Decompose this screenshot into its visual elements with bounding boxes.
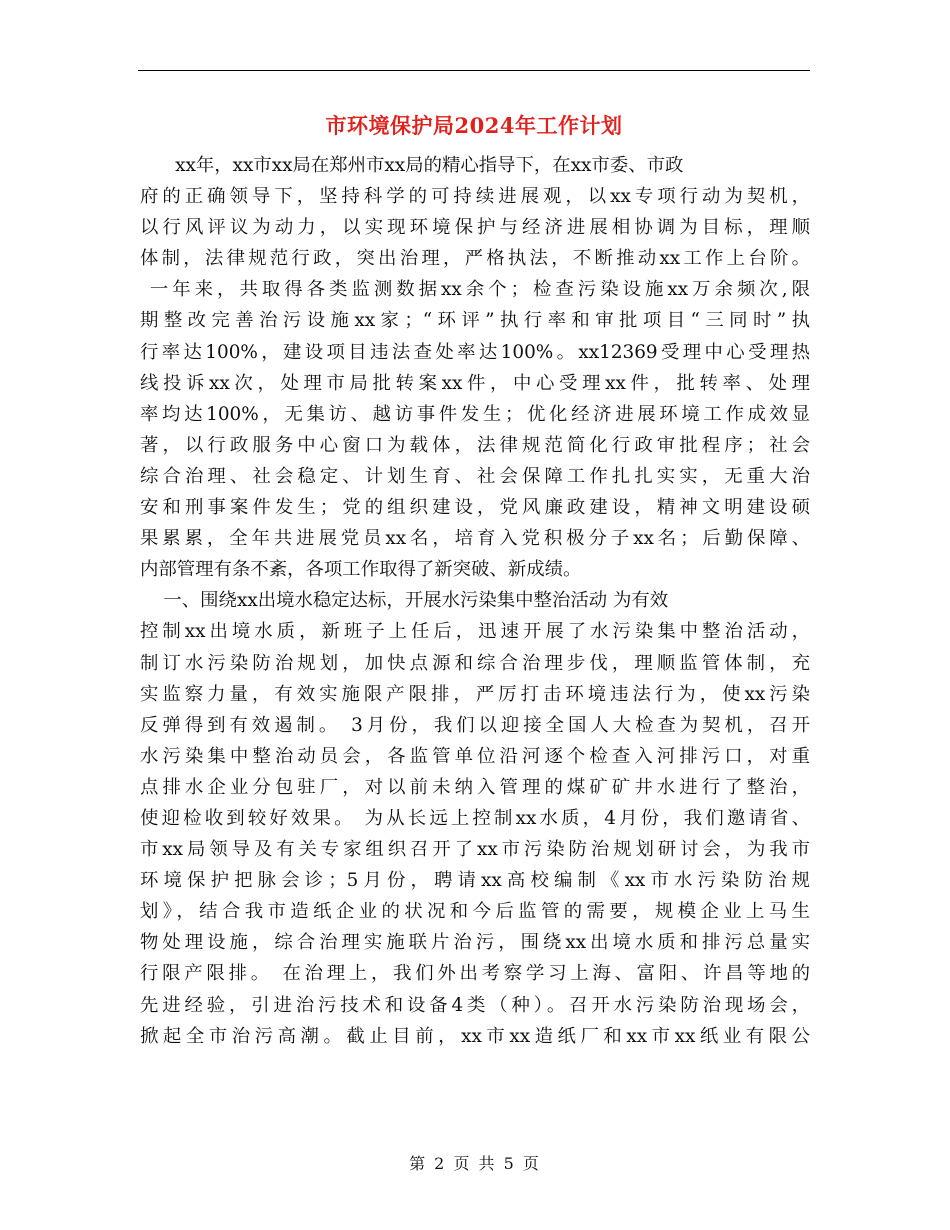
- body-line: 以行风评议为动力，以实现环境保护与经济进展相协调为目标，理顺: [140, 217, 810, 239]
- body-line: 实监察力量，有效实施限产限排，严厉打击环境违法行为，使xx污染: [140, 683, 810, 705]
- body-line: 先进经验，引进治污技术和设备4类（种）。召开水污染防治现场会，: [140, 994, 810, 1016]
- body-line: 制订水污染防治规划，加快点源和综合治理步伐，理顺监管体制，充: [140, 652, 810, 674]
- body-line: 体制，法律规范行政，突出治理，严格执法，不断推动xx工作上台阶。: [140, 248, 810, 270]
- body-line: 反弹得到有效遏制。 3月份，我们以迎接全国人大检查为契机，召开: [140, 714, 810, 736]
- body-line: 使迎检收到较好效果。 为从长远上控制xx水质，4月份，我们邀请省、: [140, 807, 810, 829]
- body-line: 果累累，全年共进展党员xx名，培育入党积极分子xx名；后勤保障、: [140, 528, 810, 550]
- section-heading-line: 一、围绕xx出境水稳定达标，开展水污染集中整治活动 为有效: [140, 590, 669, 612]
- page-number-footer: 第 2 页 共 5 页: [409, 1154, 541, 1173]
- body-line: 划》，结合我市造纸企业的状况和今后监管的需要，规模企业上马生: [140, 901, 810, 923]
- body-line: xx年，xx市xx局在郑州市xx局的精心指导下，在xx市委、市政: [140, 155, 684, 176]
- document-body: [140, 150, 810, 1052]
- body-line: 水污染集中整治动员会，各监管单位沿河逐个检查入河排污口，对重: [140, 745, 810, 767]
- body-line: 点排水企业分包驻厂，对以前未纳入管理的煤矿矿井水进行了整治，: [140, 776, 810, 798]
- body-line: 市xx局领导及有关专家组织召开了xx市污染防治规划研讨会，为我市: [140, 839, 810, 861]
- body-line: 控制xx出境水质，新班子上任后，迅速开展了水污染集中整治活动，: [140, 621, 810, 643]
- body-line: 一年来，共取得各类监测数据xx余个；检查污染设施xx万余频次,限: [140, 279, 810, 301]
- document-title: 市环境保护局2024年工作计划: [325, 113, 623, 138]
- body-line: 掀起全市治污高潮。截止目前，xx市xx造纸厂和xx市xx纸业有限公: [140, 1025, 810, 1047]
- body-line: 环境保护把脉会诊；5月份，聘请xx高校编制《xx市水污染防治规: [140, 870, 810, 892]
- body-line: 物处理设施，综合治理实施联片治污，围绕xx出境水质和排污总量实: [140, 932, 810, 954]
- body-line: 行限产限排。 在治理上，我们外出考察学习上海、富阳、许昌等地的: [140, 963, 810, 985]
- body-line: 期整改完善治污设施xx家；“环评”执行率和审批项目“三同时”执: [140, 310, 810, 332]
- header-rule: [138, 70, 810, 71]
- body-line: 府的正确领导下，坚持科学的可持续进展观，以xx专项行动为契机，: [140, 186, 810, 208]
- body-line: 安和刑事案件发生；党的组织建设，党风廉政建设，精神文明建设硕: [140, 497, 810, 519]
- body-line: 行率达100%，建设项目违法查处率达100%。xx12369受理中心受理热: [140, 341, 810, 363]
- body-line: 著，以行政服务中心窗口为载体，法律规范简化行政审批程序；社会: [140, 434, 810, 456]
- body-line: 率均达100%，无集访、越访事件发生；优化经济进展环境工作成效显: [140, 403, 810, 425]
- body-line: 综合治理、社会稳定、计划生育、社会保障工作扎扎实实，无重大治: [140, 465, 810, 487]
- body-line: 线投诉xx次，处理市局批转案xx件，中心受理xx件，批转率、处理: [140, 372, 810, 394]
- body-line: 内部管理有条不紊，各项工作取得了新突破、新成绩。: [140, 559, 582, 581]
